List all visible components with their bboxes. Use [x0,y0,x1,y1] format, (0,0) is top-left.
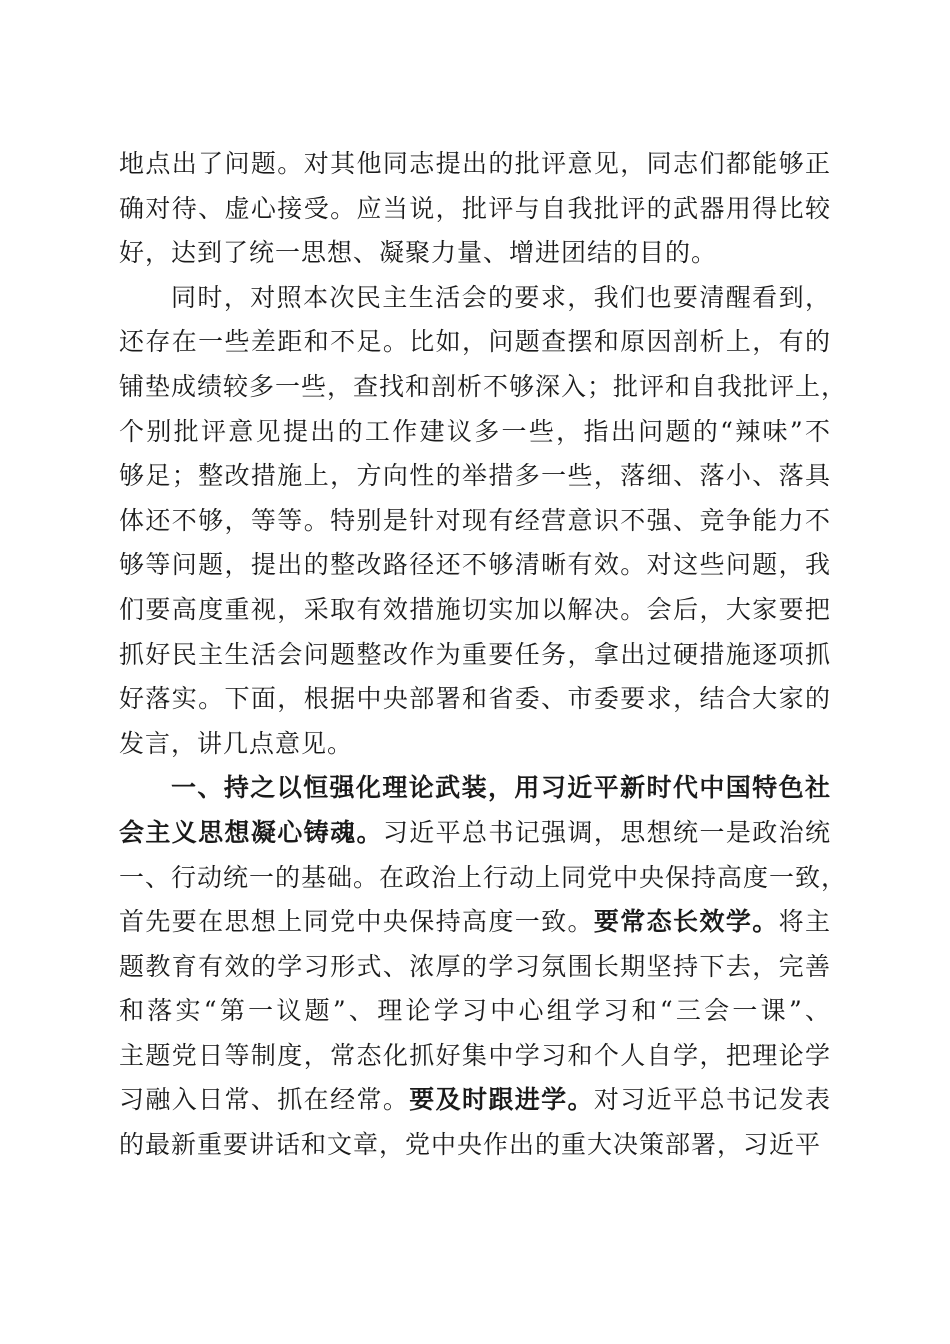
body-text [119,142,848,1168]
text-run: 和落实“第一议题”、理论学习中心组学习和“三会一课”、 [119,996,831,1026]
text-run: 体还不够，等等。特别是针对现有经营意识不强、竞争能力不 [119,505,831,535]
text-run: 习融入日常、抓在经常。 [119,1085,410,1115]
text-line [119,231,831,276]
text-line [119,900,831,945]
text-run: 地点出了问题。对其他同志提出的批评意见，同志们都能够正 [119,149,831,178]
text-line [119,454,831,499]
text-line [119,187,831,232]
text-line [119,945,831,990]
bold-text-run: 一、持之以恒强化理论武装，用习近平新时代中国特色社 [171,773,831,803]
text-run: 抓好民主生活会问题整改作为重要任务，拿出过硬措施逐项抓 [119,639,831,669]
text-run: 够等问题，提出的整改路径还不够清晰有效。对这些问题，我 [119,550,831,580]
text-line [119,633,831,678]
text-run: 够足；整改措施上，方向性的举措多一些，落细、落小、落具 [119,461,831,491]
text-run: 铺垫成绩较多一些，查找和剖析不够深入；批评和自我批评上， [119,371,848,401]
text-line [119,588,831,633]
text-run: 好落实。下面，根据中央部署和省委、市委要求，结合大家的 [119,684,831,714]
text-run: 主题党日等制度，常态化抓好集中学习和个人自学，把理论学 [119,1040,831,1070]
text-run: 好，达到了统一思想、凝聚力量、增进团结的目的。 [119,238,718,268]
text-run: 个别批评意见提出的工作建议多一些，指出问题的“辣味”不 [119,416,831,446]
text-line [119,677,831,722]
bold-text-run: 要常态长效学。 [593,907,779,937]
text-line [119,1123,831,1168]
text-line [119,142,831,187]
text-run: 同时，对照本次民主生活会的要求，我们也要清醒看到， [171,282,831,312]
text-run: 确对待、虚心接受。应当说，批评与自我批评的武器用得比较 [119,193,831,223]
text-line [119,811,831,856]
text-run: 习近平总书记强调，思想统一是政治统 [382,817,831,847]
text-line [119,1078,831,1123]
text-run: 还存在一些差距和不足。比如，问题查摆和原因剖析上，有的 [119,327,831,357]
text-line [119,543,831,588]
text-line [119,276,831,321]
text-run: 题教育有效的学习形式、浓厚的学习氛围长期坚持下去，完善 [119,951,831,981]
text-line [119,766,831,811]
text-line [119,856,848,901]
text-run: 将主 [778,907,831,937]
text-run: 们要高度重视，采取有效措施切实加以解决。会后，大家要把 [119,594,831,624]
text-line [119,410,831,455]
text-line [119,320,831,365]
bold-text-run: 要及时跟进学。 [409,1085,594,1115]
text-run: 对习近平总书记发表 [593,1085,831,1115]
text-run: 的最新重要讲话和文章，党中央作出的重大决策部署，习近平 [119,1130,822,1160]
text-line [119,722,831,767]
text-run: 发言，讲几点意见。 [119,728,354,758]
bold-text-run: 会主义思想凝心铸魂。 [119,817,383,847]
text-line [119,499,831,544]
text-line [119,989,831,1034]
text-run: 一、行动统一的基础。在政治上行动上同党中央保持高度一致， [119,862,848,892]
text-run: 首先要在思想上同党中央保持高度一致。 [119,907,594,937]
text-line [119,1034,831,1079]
text-line [119,365,848,410]
